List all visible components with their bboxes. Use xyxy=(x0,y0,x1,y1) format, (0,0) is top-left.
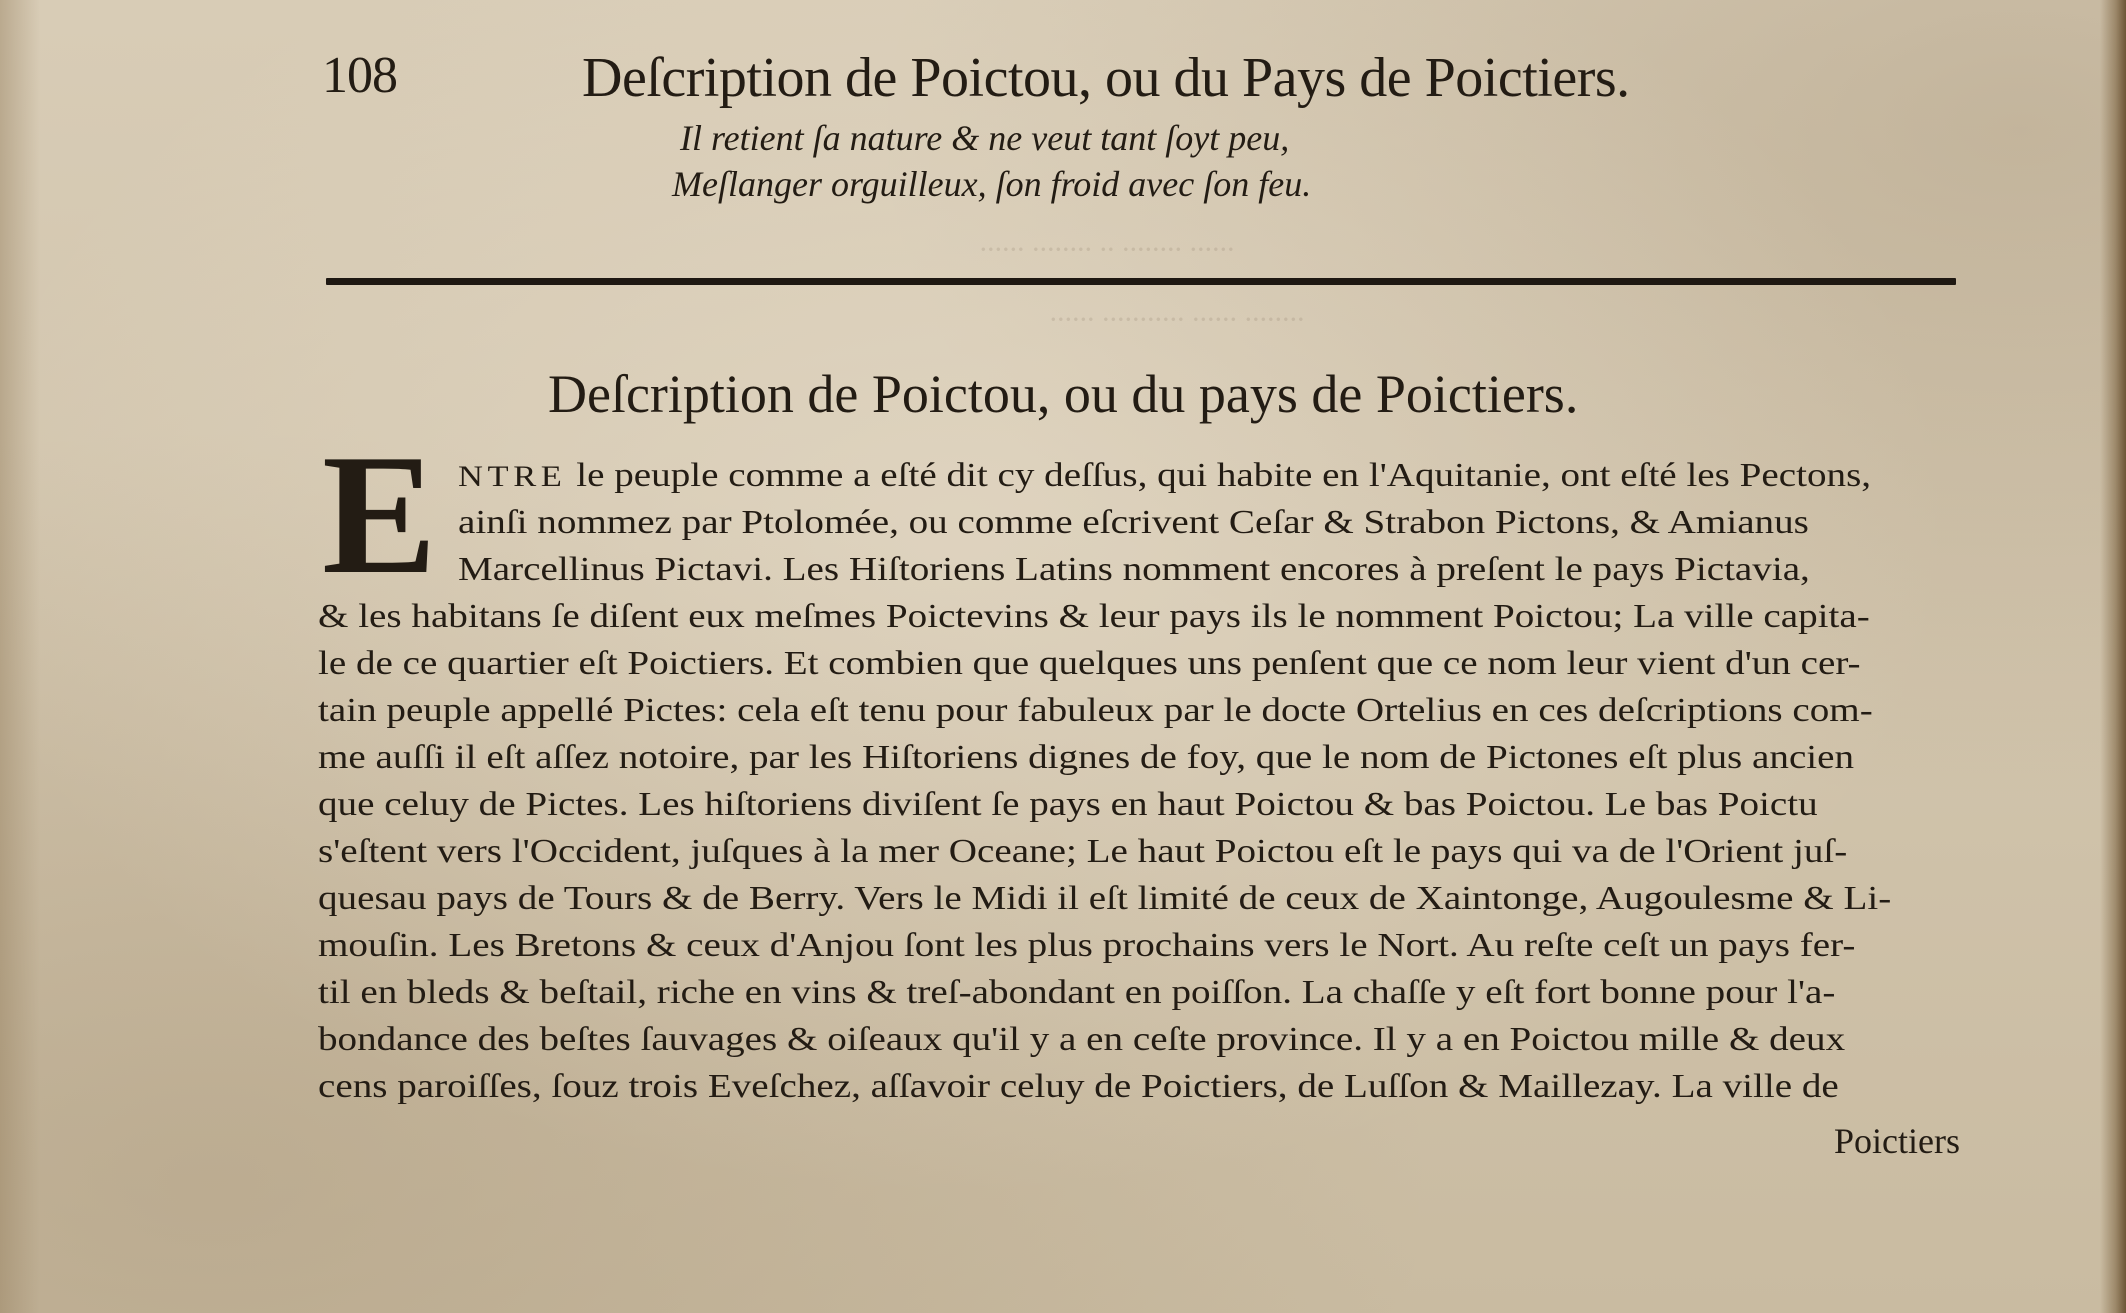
catchword: Poictiers xyxy=(1834,1121,1960,1161)
running-head: Deſcription de Poictou, ou du Pays de Poictiers. xyxy=(582,47,1630,109)
text-line: quesau pays de Tours & de Berry. Vers le Midi il eſt limité de ceux de Xaintonge, Augoulesme & Li- xyxy=(318,880,1892,917)
text-line: s'eſtent vers l'Occident, juſques à la mer Oceane; Le haut Poictou eſt le pays qui va de l'Orient juſ- xyxy=(318,833,1848,870)
text-line: me auſſi il eſt aſſez notoire, par les Hiſtoriens dignes de foy, que le nom de Pictones eſt plus ancien xyxy=(318,739,1855,776)
text-line: cens paroiſſes, ſouz trois Eveſchez, aſſavoir celuy de Poictiers, de Luſſon & Maillezay. La ville de xyxy=(318,1068,1839,1105)
verse-block xyxy=(672,115,1312,207)
page-number: 108 xyxy=(322,47,397,104)
text-line: bondance des beſtes ſauvages & oiſeaux qu'il y a en ceſte province. Il y a en Poictou mille & deux xyxy=(318,1021,1846,1058)
verse-line: Meſlanger orguilleux, ſon froid avec ſon feu. xyxy=(672,164,1312,204)
text-line: til en bleds & beſtail, riche en vins & treſ-abondant en poiſſon. La chaſſe y eſt fort bonne pour l'a- xyxy=(318,974,1836,1011)
text-line: mouſin. Les Bretons & ceux d'Anjou ſont les plus prochains vers le Nort. Au reſte ceſt un pays fer- xyxy=(318,927,1856,964)
show-through-text: ········ ······ ··········· ······ xyxy=(1050,303,1305,336)
text-line: ainſi nommez par Ptolomée, ou comme eſcrivent Ceſar & Strabon Pictons, & Amianus xyxy=(458,504,1809,541)
verse-line: Il retient ſa nature & ne veut tant ſoyt peu, xyxy=(680,118,1290,158)
horizontal-rule xyxy=(326,278,1956,285)
page-shadow-left xyxy=(0,0,40,1313)
text-line: tain peuple appellé Pictes: cela eſt tenu pour fabuleux par le docte Ortelius en ces deſcriptions com- xyxy=(318,692,1873,729)
drop-cap: E xyxy=(322,420,437,610)
text-line: le de ce quartier eſt Poictiers. Et combien que quelques uns penſent que ce nom leur vient d'un cer- xyxy=(318,645,1861,682)
first-word: NTRE xyxy=(458,460,567,493)
section-title: Deſcription de Poictou, ou du pays de Poictiers. xyxy=(548,364,1579,424)
text-line: que celuy de Pictes. Les hiſtoriens diviſent ſe pays en haut Poictou & bas Poictou. Le bas Poictu xyxy=(318,786,1818,823)
text-line: & les habitans ſe diſent eux meſmes Poictevins & leur pays ils le nomment Poictou; La ville capita- xyxy=(318,598,1870,635)
body-paragraph xyxy=(318,452,1962,1110)
text-line: Marcellinus Pictavi. Les Hiſtoriens Latins nomment encores à preſent le pays Pictavia, xyxy=(458,551,1810,588)
show-through-text: ······ ········ ·· ········ ······ xyxy=(980,233,1235,266)
text-line: NTRE le peuple comme a eſté dit cy deſſus, qui habite en l'Aquitanie, ont eſté les Pectons, xyxy=(458,457,1872,494)
